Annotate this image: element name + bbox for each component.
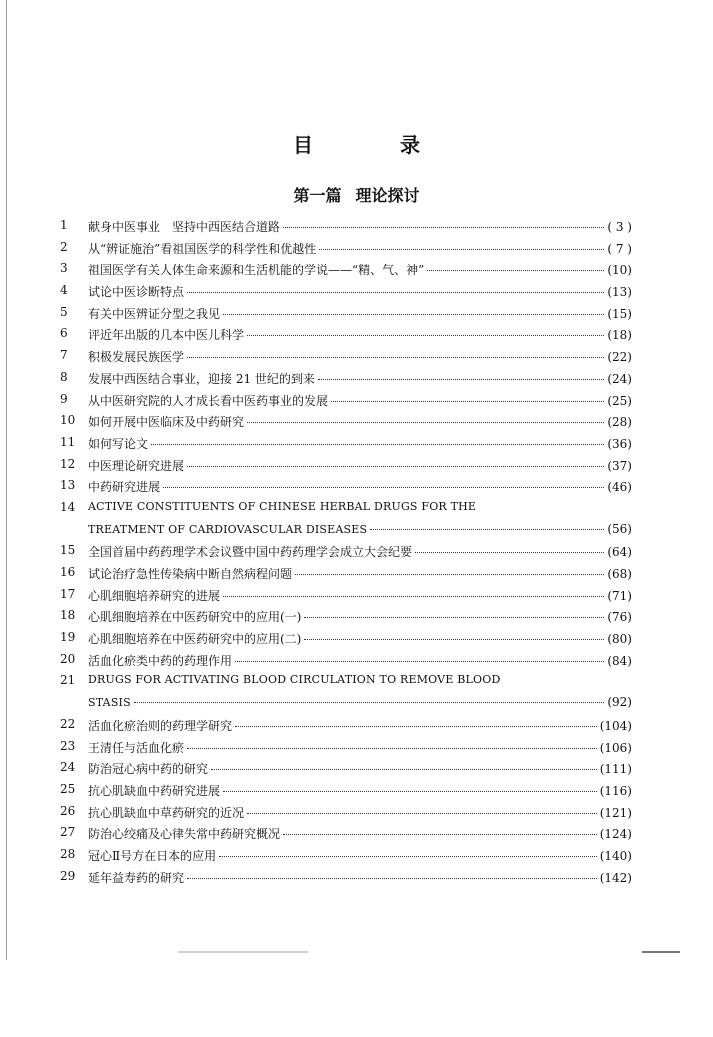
toc-entry-line: [88, 673, 632, 686]
toc-entry-title: 抗心肌缺血中药研究进展: [88, 783, 221, 798]
toc-entry-page: (140): [599, 848, 632, 863]
toc-entry: [60, 344, 632, 366]
toc-entry-title: 中医理论研究进展: [88, 458, 185, 473]
toc-entry-page: (142): [599, 870, 632, 885]
toc-entry-line: [88, 326, 632, 343]
table-of-contents: [60, 214, 632, 886]
toc-entry-number: 8: [60, 369, 68, 384]
toc-entry-line: [88, 825, 632, 842]
section-name: 理论探讨: [355, 186, 420, 205]
toc-entry: [60, 409, 632, 431]
toc-entry-number: 3: [60, 261, 68, 276]
toc-entry-continuation: [60, 691, 632, 713]
toc-entry-title: 评近年出版的几本中医儿科学: [88, 328, 245, 343]
toc-entry-line: [88, 370, 632, 387]
toc-entry-line: [88, 218, 632, 235]
toc-entry-line: [88, 608, 632, 625]
toc-entry-title: 如何写论文: [88, 436, 149, 451]
toc-leader-dots: [187, 292, 604, 293]
toc-entry-title: 从“辨证施治”看祖国医学的科学性和优越性: [88, 241, 317, 256]
toc-entry-line: [88, 435, 632, 452]
toc-entry-page: (92): [607, 695, 632, 710]
toc-entry-title: 冠心Ⅱ号方在日本的应用: [88, 848, 217, 863]
toc-entry-page: (25): [607, 393, 632, 408]
toc-entry: [60, 236, 632, 258]
toc-leader-dots: [163, 487, 604, 488]
toc-leader-dots: [187, 466, 604, 467]
toc-entry: [60, 474, 632, 496]
toc-entry-title: 延年益寿药的研究: [88, 870, 185, 885]
toc-entry: [60, 669, 632, 691]
toc-entry-line: [88, 760, 632, 777]
toc-entry: [60, 453, 632, 475]
toc-entry: [60, 561, 632, 583]
toc-entry-line: [88, 804, 632, 821]
toc-leader-dots: [223, 791, 597, 792]
toc-entry-number: 28: [60, 846, 76, 861]
page-title: 目 录: [293, 133, 460, 157]
toc-entry: [60, 800, 632, 822]
toc-entry-title: 心肌细胞培养在中医药研究中的应用(一): [88, 610, 302, 625]
toc-entry: [60, 843, 632, 865]
toc-entry-line: [88, 739, 632, 756]
toc-entry: [60, 648, 632, 670]
toc-entry-title: 防治冠心病中药的研究: [88, 762, 209, 777]
toc-entry-number: 10: [60, 413, 76, 428]
toc-entry-number: 9: [60, 391, 68, 406]
toc-entry-number: 6: [60, 326, 68, 341]
toc-leader-dots: [283, 834, 597, 835]
toc-leader-dots: [223, 314, 604, 315]
toc-entry-line: [88, 348, 632, 365]
toc-entry: [60, 388, 632, 410]
toc-entry: [60, 539, 632, 561]
toc-leader-dots: [247, 813, 597, 814]
toc-entry-line: [88, 522, 632, 536]
toc-leader-dots: [247, 422, 604, 423]
toc-leader-dots: [235, 661, 604, 662]
toc-entry-continuation: [60, 518, 632, 540]
toc-leader-dots: [318, 379, 604, 380]
toc-entry-number: 13: [60, 478, 76, 493]
toc-entry-title: 从中医研究院的人才成长看中医药事业的发展: [88, 393, 329, 408]
toc-entry-number: 27: [60, 825, 76, 840]
toc-entry-line: [88, 283, 632, 300]
toc-entry-title: 全国首届中药药理学术会议暨中国中药药理学会成立大会纪要: [88, 545, 413, 560]
toc-entry-page: (15): [607, 306, 632, 321]
toc-leader-dots: [370, 529, 604, 530]
toc-entry-page: (111): [599, 762, 632, 777]
toc-entry-title: 如何开展中医临床及中药研究: [88, 415, 245, 430]
toc-entry-page: (37): [607, 458, 632, 473]
toc-entry-title: 祖国医学有关人体生命来源和生活机能的学说——“精、气、神”: [88, 263, 425, 278]
toc-leader-dots: [235, 726, 597, 727]
toc-entry-page: (22): [607, 350, 632, 365]
toc-entry-title: 活血化瘀治则的药理学研究: [88, 718, 233, 733]
toc-entry-page: (46): [607, 480, 632, 495]
toc-entry-title: 活血化瘀类中药的药理作用: [88, 653, 233, 668]
toc-entry: [60, 735, 632, 757]
toc-entry-title: 抗心肌缺血中草药研究的近况: [88, 805, 245, 820]
toc-entry-line: [88, 240, 632, 257]
toc-entry-line: [88, 305, 632, 322]
toc-entry-title: 试论治疗急性传染病中断自然病程问题: [88, 567, 293, 581]
toc-leader-dots: [151, 444, 604, 445]
toc-entry-page: (104): [599, 718, 632, 733]
toc-entry-number: 5: [60, 304, 68, 319]
toc-entry-number: 2: [60, 239, 68, 254]
toc-entry-line: [88, 587, 632, 604]
toc-entry-page: (106): [599, 740, 632, 755]
toc-entry: [60, 778, 632, 800]
toc-entry-number: 16: [60, 565, 76, 579]
toc-entry-page: (64): [607, 545, 632, 560]
toc-entry: [60, 821, 632, 843]
toc-entry-number: 22: [60, 716, 76, 731]
toc-entry: [60, 713, 632, 735]
toc-entry-page: ( 7 ): [607, 241, 632, 256]
toc-entry-number: 17: [60, 586, 76, 601]
toc-entry-line: [88, 717, 632, 734]
toc-entry-page: (71): [607, 588, 632, 603]
toc-entry-title: DRUGS FOR ACTIVATING BLOOD CIRCULATION TO REMOVE BLOOD: [88, 673, 501, 687]
toc-entry-line: [88, 261, 632, 278]
toc-entry: [60, 865, 632, 887]
section-heading: [0, 183, 713, 206]
toc-entry-number: 18: [60, 608, 76, 623]
toc-entry: [60, 322, 632, 344]
toc-entry-number: 21: [60, 673, 76, 688]
toc-entry-page: (10): [607, 263, 632, 278]
toc-entry-number: 7: [60, 348, 68, 363]
toc-entry-page: (121): [599, 805, 632, 820]
toc-leader-dots: [283, 227, 604, 228]
toc-entry-page: (80): [607, 632, 632, 647]
toc-entry-page: (84): [607, 653, 632, 668]
toc-leader-dots: [319, 249, 604, 250]
toc-leader-dots: [295, 574, 604, 575]
toc-entry-line: [88, 413, 632, 430]
toc-entry-page: (13): [607, 285, 632, 300]
toc-leader-dots: [304, 639, 604, 640]
toc-entry: [60, 214, 632, 236]
toc-entry: [60, 366, 632, 388]
toc-entry-number: 12: [60, 456, 76, 471]
toc-entry-page: (28): [607, 415, 632, 430]
toc-entry-page: (124): [599, 827, 632, 842]
toc-leader-dots: [427, 270, 604, 271]
toc-entry-number: 14: [60, 499, 76, 514]
toc-entry-line: [88, 543, 632, 560]
toc-entry-page: (24): [607, 371, 632, 386]
toc-leader-dots: [247, 335, 604, 336]
toc-entry-number: 25: [60, 781, 76, 796]
toc-entry-number: 15: [60, 543, 76, 558]
toc-entry-number: 23: [60, 738, 76, 753]
toc-entry: [60, 756, 632, 778]
toc-entry-line: [88, 392, 632, 409]
toc-entry-title: 发展中西医结合事业，迎接 21 世纪的到来: [88, 371, 315, 386]
toc-leader-dots: [415, 552, 604, 553]
toc-leader-dots: [219, 856, 597, 857]
toc-leader-dots: [187, 357, 604, 358]
toc-entry-line: [88, 695, 632, 709]
toc-leader-dots: [331, 401, 604, 402]
toc-entry-title-continued: STASIS: [88, 696, 131, 710]
toc-entry-page: ( 3 ): [607, 220, 632, 234]
toc-entry-title: 献身中医事业 坚持中西医结合道路: [88, 220, 281, 234]
toc-entry-title: 心肌细胞培养在中医药研究中的应用(二): [88, 632, 302, 647]
toc-entry-number: 20: [60, 651, 76, 666]
toc-entry-number: 11: [60, 434, 76, 449]
scan-artifact: [642, 951, 680, 953]
toc-entry-title-continued: TREATMENT OF CARDIOVASCULAR DISEASES: [88, 522, 368, 536]
toc-entry: [60, 279, 632, 301]
toc-entry: [60, 626, 632, 648]
toc-entry: [60, 257, 632, 279]
toc-entry-number: 24: [60, 760, 76, 775]
toc-entry-line: [88, 478, 632, 495]
toc-entry-title: 中药研究进展: [88, 480, 161, 495]
toc-entry: [60, 496, 632, 518]
toc-entry-title: 防治心绞痛及心律失常中药研究概况: [88, 827, 281, 842]
toc-entry-title: 王清任与活血化瘀: [88, 740, 185, 755]
toc-entry-line: [88, 630, 632, 647]
toc-leader-dots: [187, 878, 597, 879]
toc-entry: [60, 604, 632, 626]
toc-entry-page: (36): [607, 436, 632, 451]
toc-entry-line: [88, 500, 632, 513]
toc-leader-dots: [223, 596, 604, 597]
toc-entry-number: 4: [60, 283, 68, 298]
toc-entry-line: [88, 565, 632, 582]
toc-entry-line: [88, 457, 632, 474]
toc-leader-dots: [304, 617, 604, 618]
toc-entry-page: (68): [607, 567, 632, 581]
toc-entry-page: (18): [607, 328, 632, 343]
toc-entry-line: [88, 652, 632, 669]
toc-entry: [60, 583, 632, 605]
toc-leader-dots: [187, 748, 597, 749]
toc-entry-page: (116): [599, 783, 632, 798]
toc-entry-title: 试论中医诊断特点: [88, 285, 185, 300]
toc-entry-page: (76): [607, 610, 632, 625]
scan-artifact: [178, 951, 308, 953]
toc-entry-line: [88, 782, 632, 799]
toc-entry: [60, 431, 632, 453]
toc-entry-number: 26: [60, 803, 76, 818]
toc-entry-title: ACTIVE CONSTITUENTS OF CHINESE HERBAL DRUGS FOR THE: [88, 499, 477, 513]
toc-leader-dots: [134, 702, 605, 703]
toc-entry: [60, 301, 632, 323]
toc-entry-title: 有关中医辨证分型之我见: [88, 306, 221, 321]
toc-entry-title: 心肌细胞培养研究的进展: [88, 588, 221, 603]
toc-entry-title: 积极发展民族医学: [88, 350, 185, 365]
toc-entry-number: 19: [60, 630, 76, 645]
toc-entry-line: [88, 847, 632, 864]
toc-entry-number: 1: [60, 218, 68, 232]
toc-leader-dots: [211, 769, 597, 770]
toc-entry-page: (56): [607, 521, 632, 536]
toc-entry-line: [88, 869, 632, 886]
toc-entry-number: 29: [60, 868, 76, 883]
section-part: 第一篇: [293, 186, 342, 205]
